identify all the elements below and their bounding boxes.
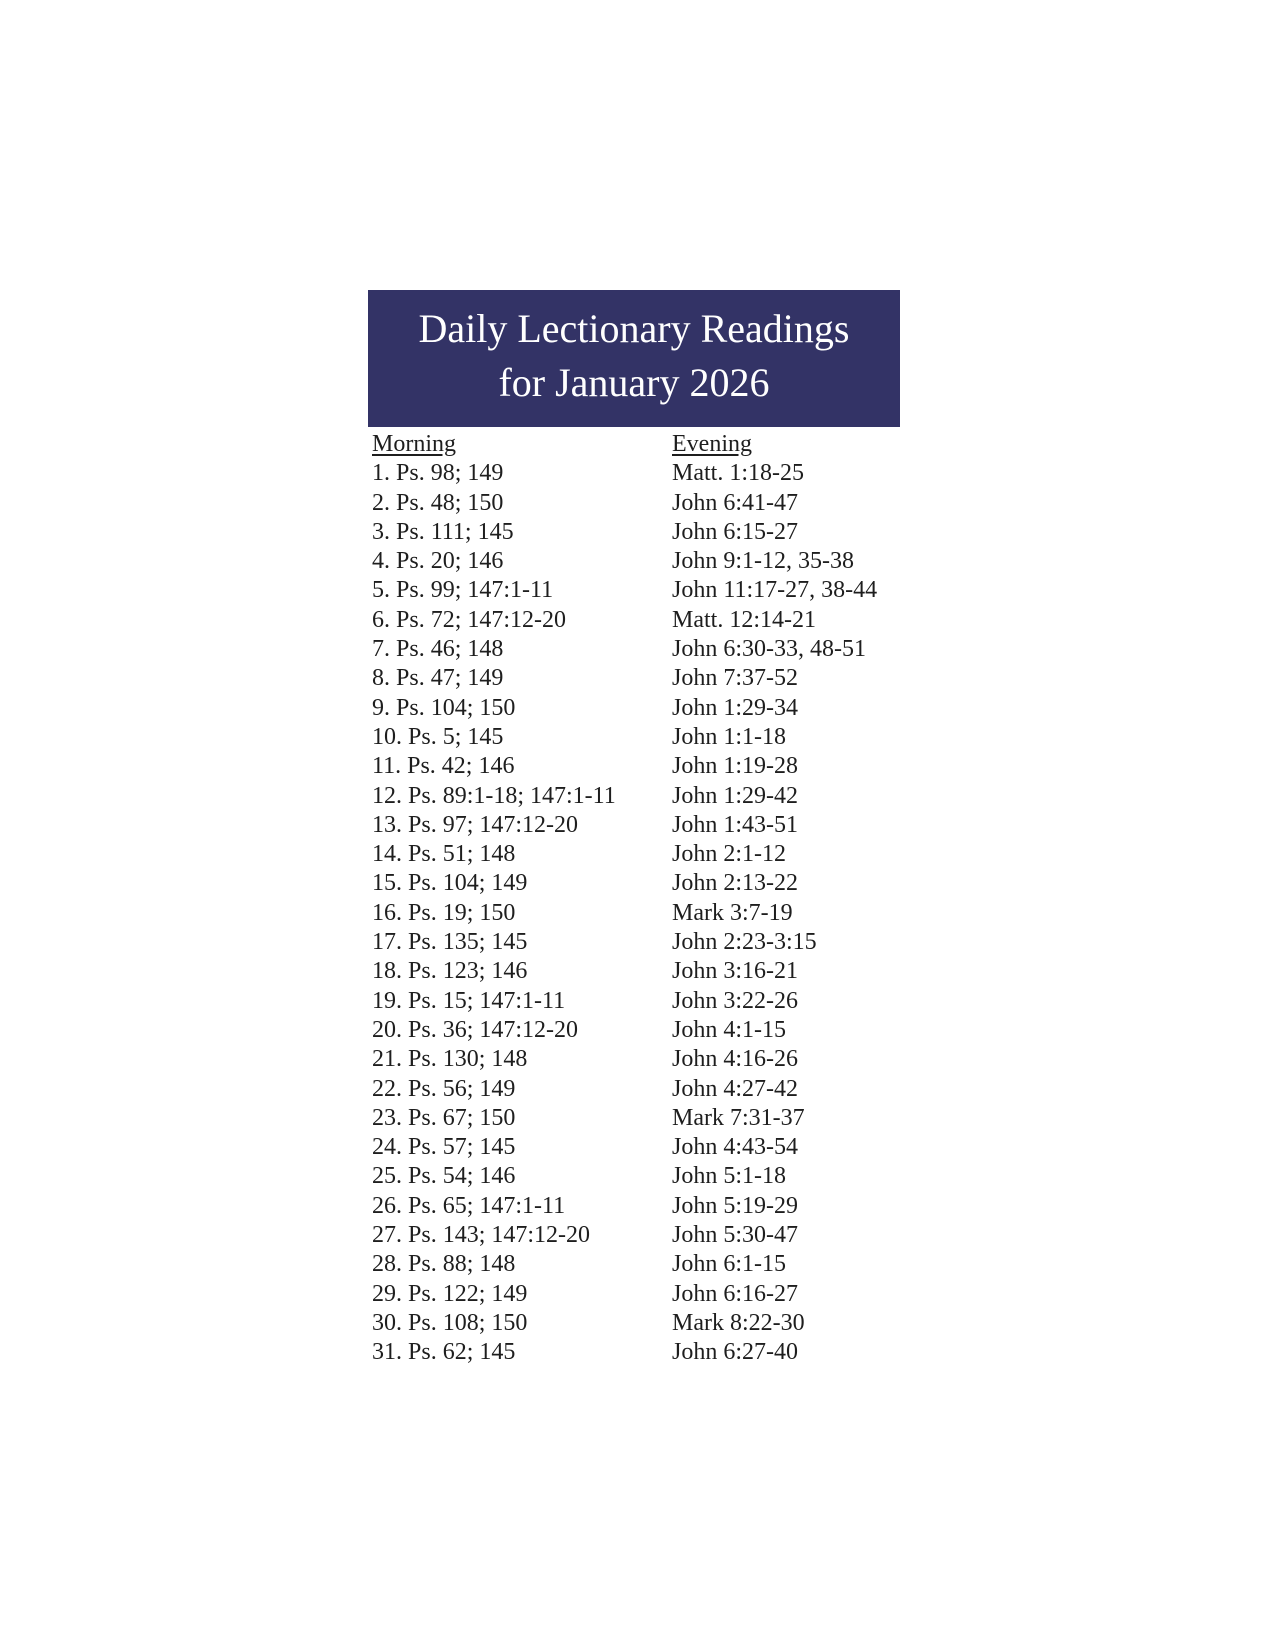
morning-reading: 28. Ps. 88; 148 [372, 1251, 516, 1278]
evening-reading: Mark 3:7-19 [672, 899, 793, 926]
morning-reading: 11. Ps. 42; 146 [372, 753, 515, 780]
morning-reading: 9. Ps. 104; 150 [372, 694, 516, 721]
morning-reading: 24. Ps. 57; 145 [372, 1134, 516, 1161]
title-line-2: for January 2026 [498, 359, 770, 405]
morning-reading: 15. Ps. 104; 149 [372, 870, 528, 897]
evening-reading: John 4:43-54 [672, 1134, 798, 1161]
morning-reading: 7. Ps. 46; 148 [372, 636, 504, 663]
evening-header: Evening [672, 431, 752, 457]
evening-reading: John 9:1-12, 35-38 [672, 548, 854, 575]
morning-reading: 19. Ps. 15; 147:1-11 [372, 987, 566, 1014]
evening-reading: John 2:1-12 [672, 841, 786, 868]
morning-reading: 29. Ps. 122; 149 [372, 1280, 528, 1307]
morning-reading: 4. Ps. 20; 146 [372, 548, 504, 575]
evening-reading: John 2:13-22 [672, 870, 798, 897]
evening-reading: John 6:1-15 [672, 1251, 786, 1278]
morning-reading: 18. Ps. 123; 146 [372, 958, 528, 985]
evening-reading: John 5:19-29 [672, 1192, 798, 1219]
morning-column [372, 430, 662, 1368]
morning-reading: 16. Ps. 19; 150 [372, 899, 516, 926]
morning-reading: 3. Ps. 111; 145 [372, 518, 514, 545]
evening-reading: John 11:17-27, 38-44 [672, 577, 878, 604]
title-banner [368, 290, 900, 427]
morning-reading: 31. Ps. 62; 145 [372, 1339, 516, 1366]
morning-reading: 27. Ps. 143; 147:12-20 [372, 1222, 591, 1249]
morning-reading: 17. Ps. 135; 145 [372, 929, 528, 956]
morning-reading: 2. Ps. 48; 150 [372, 489, 504, 516]
evening-reading: John 1:19-28 [672, 753, 798, 780]
evening-reading: John 1:29-42 [672, 782, 798, 809]
morning-reading: 5. Ps. 99; 147:1-11 [372, 577, 554, 604]
evening-reading: John 6:27-40 [672, 1339, 798, 1366]
evening-column [672, 430, 912, 1368]
evening-list [672, 459, 912, 1367]
evening-reading: John 1:29-34 [672, 694, 798, 721]
morning-reading: 22. Ps. 56; 149 [372, 1075, 516, 1102]
morning-reading: 23. Ps. 67; 150 [372, 1104, 516, 1131]
evening-reading: John 4:1-15 [672, 1016, 786, 1043]
morning-reading: 25. Ps. 54; 146 [372, 1163, 516, 1190]
evening-reading: John 1:1-18 [672, 723, 786, 750]
evening-reading: John 5:30-47 [672, 1222, 798, 1249]
evening-reading: John 6:15-27 [672, 518, 798, 545]
morning-reading: 10. Ps. 5; 145 [372, 723, 504, 750]
evening-reading: John 6:41-47 [672, 489, 798, 516]
title-line-1: Daily Lectionary Readings [418, 305, 850, 351]
morning-reading: 8. Ps. 47; 149 [372, 665, 504, 692]
evening-reading: John 1:43-51 [672, 811, 798, 838]
evening-reading: John 4:27-42 [672, 1075, 798, 1102]
evening-reading: Mark 7:31-37 [672, 1104, 805, 1131]
evening-reading: Matt. 12:14-21 [672, 606, 816, 633]
evening-reading: John 6:30-33, 48-51 [672, 636, 866, 663]
evening-reading: John 2:23-3:15 [672, 929, 817, 956]
morning-reading: 21. Ps. 130; 148 [372, 1046, 528, 1073]
morning-header: Morning [372, 431, 456, 457]
morning-reading: 30. Ps. 108; 150 [372, 1309, 528, 1336]
evening-reading: John 5:1-18 [672, 1163, 786, 1190]
morning-reading: 20. Ps. 36; 147:12-20 [372, 1016, 579, 1043]
morning-list [372, 459, 662, 1367]
evening-reading: John 6:16-27 [672, 1280, 798, 1307]
morning-reading: 13. Ps. 97; 147:12-20 [372, 811, 579, 838]
evening-reading: John 3:22-26 [672, 987, 798, 1014]
evening-reading: Matt. 1:18-25 [672, 460, 804, 487]
evening-reading: John 3:16-21 [672, 958, 798, 985]
morning-reading: 26. Ps. 65; 147:1-11 [372, 1192, 566, 1219]
evening-reading: John 4:16-26 [672, 1046, 798, 1073]
morning-reading: 14. Ps. 51; 148 [372, 841, 516, 868]
morning-reading: 6. Ps. 72; 147:12-20 [372, 606, 567, 633]
morning-reading: 12. Ps. 89:1-18; 147:1-11 [372, 782, 616, 809]
morning-reading: 1. Ps. 98; 149 [372, 460, 504, 487]
evening-reading: John 7:37-52 [672, 665, 798, 692]
evening-reading: Mark 8:22-30 [672, 1309, 805, 1336]
